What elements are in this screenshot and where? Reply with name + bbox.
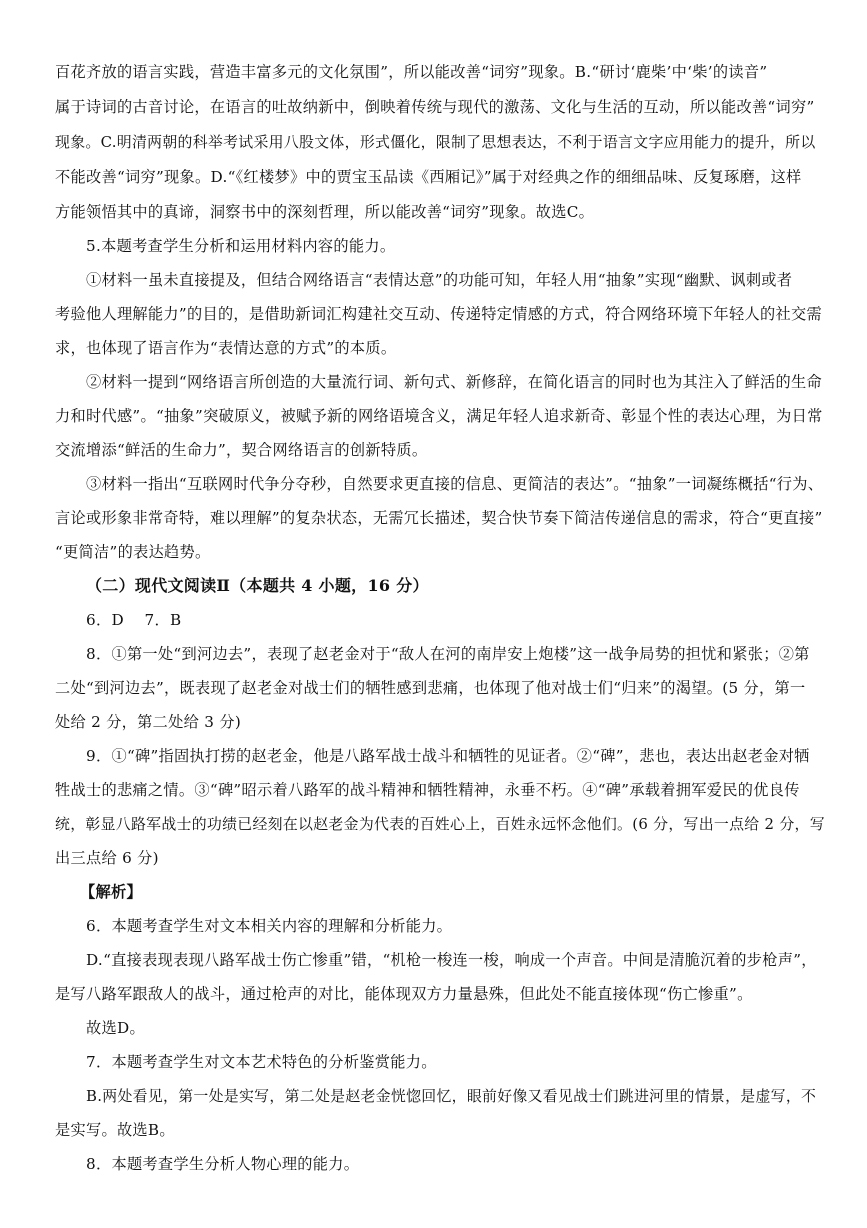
- text-line: 交流增添“鲜活的生命力”，契合网络语言的创新特质。: [55, 441, 428, 459]
- explanation-8: 8．本题考查学生分析人物心理的能力。: [86, 1155, 360, 1173]
- question-5-intro: 5.本题考查学生分析和运用材料内容的能力。: [86, 237, 396, 255]
- analysis-label: 【解析】: [80, 883, 142, 901]
- text-line: “更简洁”的表达趋势。: [55, 543, 211, 561]
- text-line: 统，彰显八路军战士的功绩已经刻在以赵老金为代表的百姓心上，百姓永远怀念他们。(6 分，写出一点给 2 分，写: [55, 815, 825, 833]
- text-line: 百花齐放的语言实践，营造丰富多元的文化氛围”，所以能改善“词穷”现象。B.“研讨‘鹿柴’中‘柴’的读音”: [55, 63, 768, 81]
- text-line: 出三点给 6 分): [55, 849, 159, 867]
- text-line: ②材料一提到“网络语言所创造的大量流行词、新句式、新修辞，在简化语言的同时也为其注入了鲜活的生命: [86, 373, 822, 391]
- text-line: ①材料一虽未直接提及，但结合网络语言“表情达意”的功能可知，年轻人用“抽象”实现“幽默、讽刺或者: [86, 271, 793, 289]
- text-line: ③材料一指出“互联网时代争分夺秒，自然要求更直接的信息、更简洁的表达”。“抽象”一词凝练概括“行为、: [86, 475, 824, 493]
- text-line: 处给 2 分，第二处给 3 分): [55, 713, 242, 731]
- explanation-7: 7．本题考查学生对文本艺术特色的分析鉴赏能力。: [86, 1053, 437, 1071]
- text-line: 现象。C.明清两朝的科举考试采用八股文体，形式僵化，限制了思想表达，不利于语言文字应用能力的提升，所以: [55, 133, 816, 151]
- text-line: 不能改善“词穷”现象。D.“《红楼梦》中的贾宝玉品读《西厢记》”属于对经典之作的细细品味、反复琢磨，这样: [55, 168, 802, 186]
- text-line: 故选D。: [86, 1019, 145, 1037]
- answer-8: 8．①第一处“到河边去”，表现了赵老金对于“敌人在河的南岸安上炮楼”这一战争局势的担忧和紧张；②第: [86, 645, 810, 663]
- section-heading: （二）现代文阅读Ⅱ（本题共 4 小题，16 分）: [86, 576, 429, 595]
- text-line: 言论或形象非常奇特，难以理解”的复杂状态，无需冗长描述，契合快节奏下简洁传递信息的需求，符合“更直接”: [55, 509, 823, 527]
- text-line: 方能领悟其中的真谛，洞察书中的深刻哲理，所以能改善“词穷”现象。故选C。: [55, 203, 595, 221]
- text-line: D.“直接表现表现八路军战士伤亡惨重”错，“机枪一梭连一梭，响成一个声音。中间是清脆沉着的步枪声”，: [86, 951, 817, 969]
- text-line: 二处“到河边去”，既表现了赵老金对战士们的牺牲感到悲痛，也体现了他对战士们“归来”的渴望。(5 分，第一: [55, 679, 806, 697]
- text-line: 考验他人理解能力”的目的，是借助新词汇构建社交互动、传递特定情感的方式，符合网络环境下年轻人的社交需: [55, 305, 822, 323]
- text-line: 是写八路军跟敌人的战斗，通过枪声的对比，能体现双方力量悬殊，但此处不能直接体现“伤亡惨重”。: [55, 985, 753, 1003]
- text-line: 牲战士的悲痛之情。③“碑”昭示着八路军的战斗精神和牺牲精神，永垂不朽。④“碑”承载着拥军爱民的优良传: [55, 781, 800, 799]
- text-line: 力和时代感”。“抽象”突破原义，被赋予新的网络语境含义，满足年轻人追求新奇、彰显个性的表达心理，为日常: [55, 407, 823, 425]
- explanation-6: 6．本题考查学生对文本相关内容的理解和分析能力。: [86, 917, 453, 935]
- text-line: 是实写。故选B。: [55, 1121, 175, 1139]
- text-line: 属于诗词的古音讨论，在语言的吐故纳新中，倒映着传统与现代的激荡、文化与生活的互动，所以能改善“词穷”: [55, 98, 815, 116]
- text-line: B.两处看见，第一处是实写，第二处是赵老金恍惚回忆，眼前好像又看见战士们跳进河里的情景，是虚写，不: [86, 1087, 817, 1105]
- answers-6-7: 6．D 7．B: [86, 611, 182, 629]
- answer-9: 9．①“碑”指固执打捞的赵老金，他是八路军战士战斗和牺牲的见证者。②“碑”，悲也，表达出赵老金对牺: [86, 747, 810, 765]
- text-line: 求，也体现了语言作为“表情达意的方式”的本质。: [55, 339, 397, 357]
